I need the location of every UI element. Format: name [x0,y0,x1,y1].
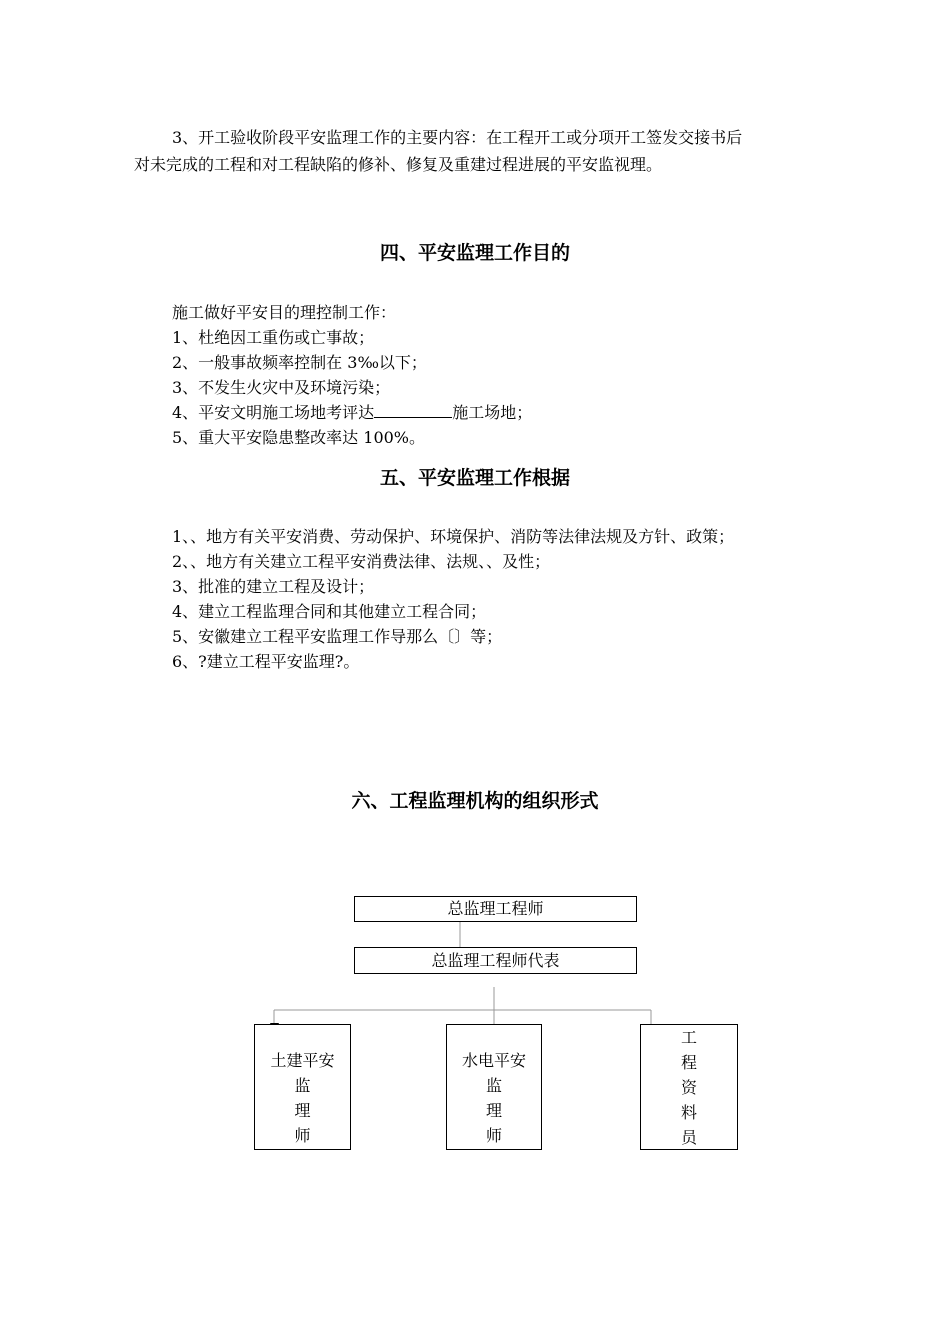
org-docs-line-5: 员 [680,1128,697,1147]
section4-item-4-text: 4、平安文明施工场地考评达 [172,403,375,422]
section5-heading: 五、平安监理工作根据 [379,467,570,489]
org-mep-line-1: 水电平安 [461,1051,526,1070]
org-docs-line-2: 程 [680,1053,697,1072]
section5-item-1: 1、、地方有关平安消费、劳动保护、环境保护、消防等法律法规及方针、政策； [172,527,735,546]
section4-heading: 四、平安监理工作目的 [379,242,570,264]
org-civil-line-4: 师 [294,1126,311,1145]
org-document-clerk-box [640,1024,738,1150]
section4-item-5: 5、重大平安隐患整改率达 100%。 [172,428,426,447]
section6-heading: 六、工程监理机构的组织形式 [351,790,599,812]
section4-item-3: 3、不发生火灾中及环境污染； [172,378,391,397]
section4-item-2: 2、一般事故频率控制在 3‰以下； [172,353,427,372]
section3-line1: 3、开工验收阶段平安监理工作的主要内容：在工程开工或分项开工签发交接书后 [172,128,743,147]
org-deputy-box: 总监理工程师代表 [354,947,637,974]
section5-item-4: 4、建立工程监理合同和其他建立工程合同； [172,602,487,621]
org-civil-line-1: 土建平安 [270,1051,335,1070]
section4-item-1: 1、杜绝因工重伤或亡事故； [172,328,375,347]
section5-item-6: 6、?建立工程平安监理?。 [172,652,360,671]
org-docs-line-3: 资 [680,1078,697,1097]
section4-item-4-suffix: 施工场地； [452,403,533,422]
org-docs-line-4: 料 [680,1103,697,1122]
section5-item-2: 2、、地方有关建立工程平安消费法律、法规、、及性； [172,552,551,571]
org-docs-line-1: 工 [680,1028,697,1047]
org-mep-line-3: 理 [485,1101,502,1120]
section4-intro: 施工做好平安目的理控制工作： [172,303,397,322]
org-mep-line-4: 师 [485,1126,502,1145]
section3-line2: 对未完成的工程和对工程缺陷的修补、修复及重建过程进展的平安监视理。 [134,155,663,174]
org-civil-line-3: 理 [294,1101,311,1120]
org-chief-engineer-box: 总监理工程师 [354,896,637,922]
org-civil-line-2: 监 [294,1076,311,1095]
org-mep-safety-box [446,1024,542,1150]
section5-item-5: 5、安徽建立工程平安监理工作导那么〔〕等； [172,627,503,646]
org-mep-line-2: 监 [485,1076,502,1095]
org-civil-safety-box [254,1024,351,1150]
section5-item-3: 3、批准的建立工程及设计； [172,577,375,596]
